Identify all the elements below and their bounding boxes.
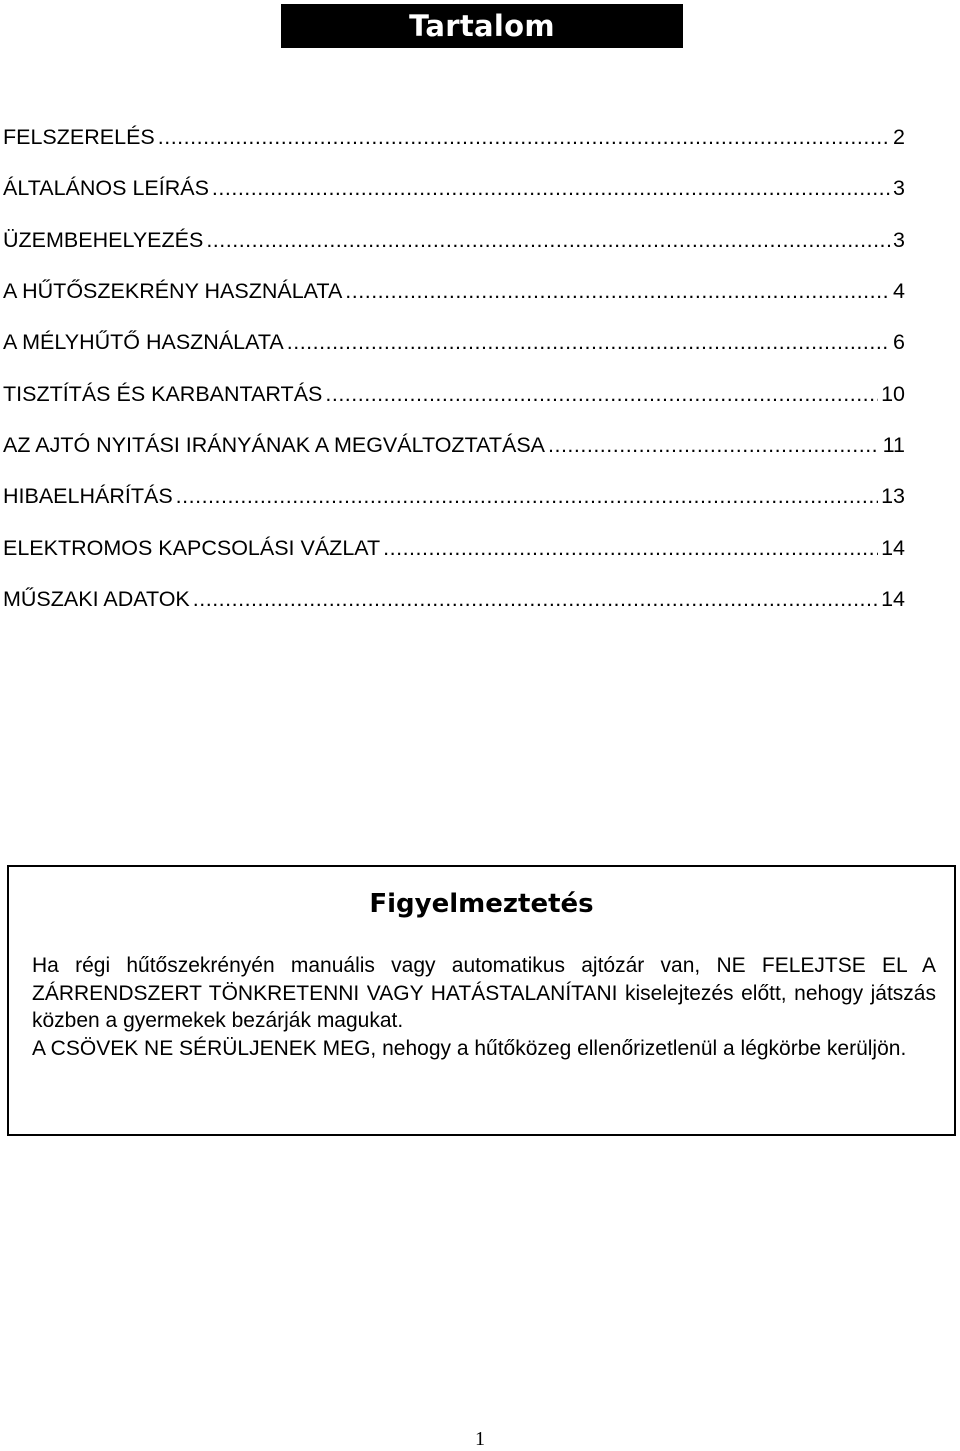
warning-paragraph-pipes: A CSÖVEK NE SÉRÜLJENEK MEG, nehogy a hűtőközeg ellenőrizetlenül a légkörbe kerüljön.	[32, 1036, 907, 1060]
toc-label: AZ AJTÓ NYITÁSI IRÁNYÁNAK A MEGVÁLTOZTATÁSA	[3, 432, 546, 457]
warning-title: Figyelmeztetés	[369, 889, 594, 919]
toc-entry-hibaelharitas[interactable]	[3, 471, 905, 522]
toc-leader-dots	[158, 125, 890, 150]
toc-leader-dots	[345, 279, 890, 304]
toc-page-number: 3	[893, 176, 905, 201]
toc-label: TISZTÍTÁS ÉS KARBANTARTÁS	[3, 381, 323, 406]
toc-entry-hutoszekreny-hasznalata[interactable]	[3, 266, 905, 317]
toc-label: A MÉLYHŰTŐ HASZNÁLATA	[3, 330, 284, 355]
toc-page-number: 14	[881, 535, 905, 560]
page-number: 1	[475, 1428, 485, 1450]
warning-paragraph-door-lock: Ha régi hűtőszekrényén manuális vagy automatikus ajtózár van, NE FELEJTSE EL A ZÁRRENDSZERT TÖNKRETENNI VAGY HATÁSTALANÍTANI kiselejtezés előtt, nehogy játszás közben a gyermekek bezárják magukat.	[32, 954, 936, 1033]
toc-label: ÜZEMBEHELYEZÉS	[3, 227, 204, 252]
toc-leader-dots	[548, 433, 880, 458]
page-title: Tartalom	[281, 4, 683, 48]
toc-page-number: 3	[893, 227, 905, 252]
toc-label: ELEKTROMOS KAPCSOLÁSI VÁZLAT	[3, 535, 381, 560]
toc-leader-dots	[206, 228, 890, 253]
toc-page-number: 13	[881, 484, 905, 509]
toc-entry-muszaki-adatok[interactable]	[3, 574, 905, 625]
toc-label: HIBAELHÁRÍTÁS	[3, 484, 173, 509]
warning-text	[32, 952, 936, 1062]
toc-entry-uzembehelyezes[interactable]	[3, 215, 905, 266]
toc-page-number: 2	[893, 125, 905, 150]
toc-page-number: 14	[881, 586, 905, 611]
warning-box	[7, 865, 956, 1136]
toc-label: ÁLTALÁNOS LEÍRÁS	[3, 176, 209, 201]
toc-leader-dots	[287, 330, 890, 355]
toc-leader-dots	[193, 587, 878, 612]
toc-entry-altalanos-leiras[interactable]	[3, 163, 905, 214]
toc-entry-felszereles[interactable]	[3, 112, 905, 163]
toc-leader-dots	[383, 536, 878, 561]
toc-label: FELSZERELÉS	[3, 125, 155, 150]
toc-page-number: 4	[893, 279, 905, 304]
toc-entry-tisztitas-es-karbantartas[interactable]	[3, 368, 905, 419]
toc-page-number: 11	[882, 432, 905, 457]
toc-entry-ajto-nyitasi-irany[interactable]	[3, 420, 905, 471]
toc-page-number: 10	[881, 381, 905, 406]
table-of-contents	[3, 112, 905, 625]
toc-leader-dots	[325, 382, 878, 407]
toc-leader-dots	[212, 176, 890, 201]
toc-entry-melyhuto-hasznalata[interactable]	[3, 317, 905, 368]
toc-leader-dots	[176, 484, 878, 509]
toc-page-number: 6	[893, 330, 905, 355]
toc-label: A HŰTŐSZEKRÉNY HASZNÁLATA	[3, 279, 343, 304]
toc-label: MŰSZAKI ADATOK	[3, 586, 190, 611]
toc-entry-elektromos-kapcsolasi-vazlat[interactable]	[3, 522, 905, 573]
